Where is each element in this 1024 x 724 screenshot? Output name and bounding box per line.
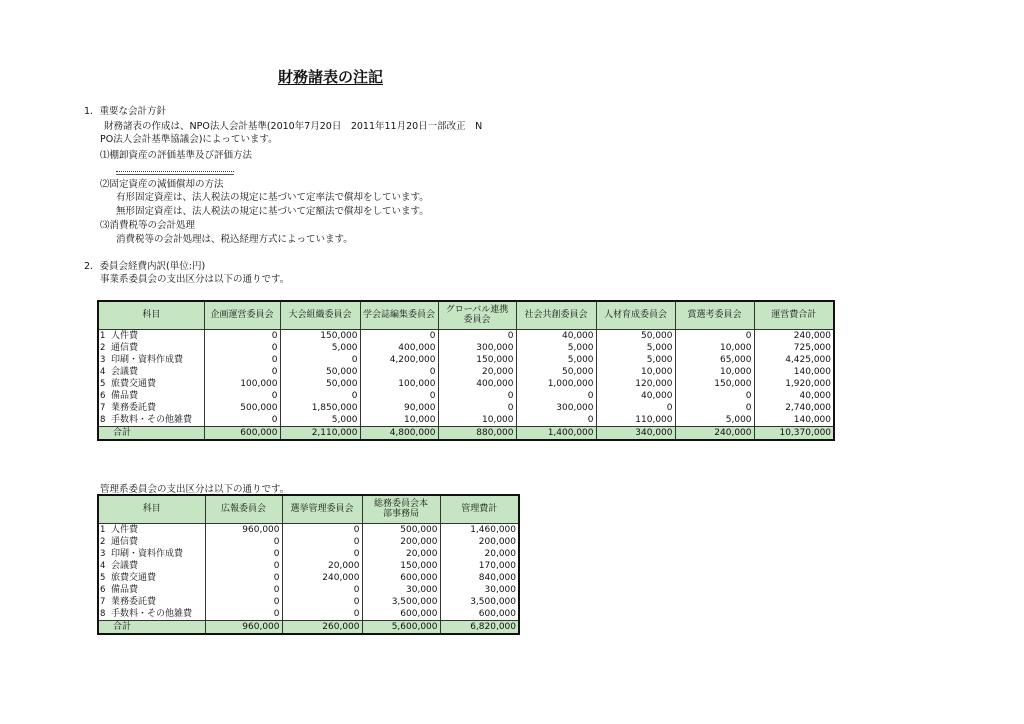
cell-value: 1,460,000 — [440, 523, 519, 536]
header-journal: 学会誌編集委員会 — [360, 301, 438, 329]
cell-value: 0 — [204, 390, 280, 402]
cell-value: 0 — [675, 329, 754, 342]
table-row — [98, 378, 834, 390]
cell-value: 725,000 — [754, 342, 834, 354]
total-value: 6,820,000 — [440, 620, 519, 634]
cell-value: 0 — [438, 402, 516, 414]
cell-value: 65,000 — [675, 354, 754, 366]
row-number: 3 — [98, 548, 109, 560]
row-number: 5 — [98, 572, 109, 584]
header-award: 賞選考委員会 — [675, 301, 754, 329]
cell-value: 10,000 — [675, 366, 754, 378]
total-value: 5,600,000 — [362, 620, 440, 634]
row-number: 5 — [98, 378, 109, 390]
row-label: 手数料・その他雑費 — [109, 608, 205, 621]
cell-value: 0 — [675, 402, 754, 414]
cell-value: 0 — [205, 596, 282, 608]
cell-value: 1,850,000 — [280, 402, 360, 414]
cell-value: 150,000 — [362, 560, 440, 572]
cell-value: 300,000 — [438, 342, 516, 354]
section-2-admin-intro: 管理系委員会の支出区分は以下の通りです。 — [100, 484, 290, 495]
row-label: 人件費 — [109, 523, 205, 536]
cell-value: 10,000 — [360, 414, 438, 427]
section-2-business-intro: 事業系委員会の支出区分は以下の通りです。 — [100, 274, 290, 285]
table-row — [98, 560, 519, 572]
cell-value: 0 — [205, 572, 282, 584]
cell-value: 0 — [282, 548, 362, 560]
total-value: 880,000 — [438, 426, 516, 440]
cell-value: 300,000 — [516, 402, 596, 414]
total-row — [98, 426, 834, 440]
section-1-1-heading: ⑴棚卸資産の評価基準及び評価方法 — [100, 150, 253, 161]
cell-value: 110,000 — [596, 414, 675, 427]
header-subject: 科目 — [98, 495, 205, 523]
cell-value: 0 — [282, 584, 362, 596]
cell-value: 600,000 — [362, 608, 440, 621]
cell-value: 240,000 — [754, 329, 834, 342]
cell-value: 0 — [675, 390, 754, 402]
cell-value: 140,000 — [754, 414, 834, 427]
cell-value: 4,425,000 — [754, 354, 834, 366]
cell-value: 400,000 — [360, 342, 438, 354]
cell-value: 10,000 — [675, 342, 754, 354]
cell-value: 5,000 — [280, 342, 360, 354]
cell-value: 5,000 — [516, 342, 596, 354]
total-label: 合計 — [98, 426, 204, 440]
admin-committee-table — [97, 494, 520, 635]
row-label: 旅費交通費 — [109, 572, 205, 584]
cell-value: 20,000 — [438, 366, 516, 378]
row-label: 人件費 — [109, 329, 204, 342]
row-label: 会議費 — [109, 560, 205, 572]
row-label: 手数料・その他雑費 — [109, 414, 204, 427]
table-row — [98, 329, 834, 342]
row-label: 会議費 — [109, 366, 204, 378]
table-row — [98, 390, 834, 402]
cell-value: 0 — [360, 390, 438, 402]
cell-value: 5,000 — [596, 342, 675, 354]
total-value: 960,000 — [205, 620, 282, 634]
cell-value: 20,000 — [440, 548, 519, 560]
cell-value: 150,000 — [280, 329, 360, 342]
row-label: 業務委託費 — [109, 402, 204, 414]
total-row — [98, 620, 519, 634]
total-value: 4,800,000 — [360, 426, 438, 440]
cell-value: 120,000 — [596, 378, 675, 390]
row-label: 通信費 — [109, 536, 205, 548]
cell-value: 140,000 — [754, 366, 834, 378]
cell-value: 0 — [205, 548, 282, 560]
cell-value: 20,000 — [362, 548, 440, 560]
row-number: 6 — [98, 390, 109, 402]
cell-value: 400,000 — [438, 378, 516, 390]
row-number: 8 — [98, 608, 109, 621]
row-label: 旅費交通費 — [109, 378, 204, 390]
cell-value: 0 — [282, 608, 362, 621]
table-row — [98, 536, 519, 548]
cell-value: 50,000 — [596, 329, 675, 342]
cell-value: 200,000 — [440, 536, 519, 548]
row-number: 2 — [98, 536, 109, 548]
cell-value: 0 — [205, 536, 282, 548]
cell-value: 0 — [516, 390, 596, 402]
section-1-3-heading: ⑶消費税等の会計処理 — [100, 220, 196, 231]
cell-value: 0 — [516, 414, 596, 427]
cell-value: 200,000 — [362, 536, 440, 548]
cell-value: 500,000 — [204, 402, 280, 414]
row-label: 業務委託費 — [109, 596, 205, 608]
cell-value: 840,000 — [440, 572, 519, 584]
header-social: 社会共創委員会 — [516, 301, 596, 329]
table-row — [98, 548, 519, 560]
row-label: 印刷・資料作成費 — [109, 354, 204, 366]
row-label: 通信費 — [109, 342, 204, 354]
total-value: 10,370,000 — [754, 426, 834, 440]
cell-value: 0 — [360, 366, 438, 378]
cell-value: 40,000 — [516, 329, 596, 342]
header-general-affairs — [362, 495, 440, 523]
cell-value: 10,000 — [438, 414, 516, 427]
table-row — [98, 572, 519, 584]
total-label: 合計 — [98, 620, 205, 634]
row-number: 3 — [98, 354, 109, 366]
cell-value: 600,000 — [440, 608, 519, 621]
header-planning: 企画運営委員会 — [204, 301, 280, 329]
cell-value: 150,000 — [438, 354, 516, 366]
cell-value: 10,000 — [596, 366, 675, 378]
row-number: 7 — [98, 596, 109, 608]
cell-value: 5,000 — [596, 354, 675, 366]
cell-value: 0 — [596, 402, 675, 414]
cell-value: 500,000 — [362, 523, 440, 536]
section-1-paragraph-line-2: PO法人会計基準協議会)によっています。 — [100, 134, 278, 145]
cell-value: 0 — [438, 390, 516, 402]
cell-value: 3,500,000 — [440, 596, 519, 608]
cell-value: 0 — [438, 329, 516, 342]
table-row — [98, 366, 834, 378]
page-title: 財務諸表の注記 — [278, 68, 384, 86]
business-committee-table — [97, 300, 835, 441]
row-number: 4 — [98, 560, 109, 572]
table-row — [98, 584, 519, 596]
row-number: 7 — [98, 402, 109, 414]
cell-value: 170,000 — [440, 560, 519, 572]
row-number: 6 — [98, 584, 109, 596]
cell-value: 2,740,000 — [754, 402, 834, 414]
header-global-text: グローバル連携委員会 — [445, 304, 509, 325]
section-1-3-text: 消費税等の会計処理は、税込経理方式によっています。 — [116, 234, 353, 245]
section-1-2-tangible: 有形固定資産は、法人税法の規定に基づいて定率法で償却をしています。 — [116, 192, 429, 203]
row-number: 4 — [98, 366, 109, 378]
cell-value: 50,000 — [280, 378, 360, 390]
cell-value: 1,000,000 — [516, 378, 596, 390]
cell-value: 0 — [205, 584, 282, 596]
total-value: 1,400,000 — [516, 426, 596, 440]
header-global — [438, 301, 516, 329]
row-number: 1 — [98, 523, 109, 536]
table-row — [98, 414, 834, 427]
cell-value: 0 — [282, 523, 362, 536]
cell-value: 5,000 — [280, 414, 360, 427]
section-1-heading: 1．重要な会計方針 — [84, 106, 167, 117]
cell-value: 4,200,000 — [360, 354, 438, 366]
cell-value: 0 — [204, 329, 280, 342]
cell-value: 90,000 — [360, 402, 438, 414]
cell-value: 150,000 — [675, 378, 754, 390]
header-admin-total: 管理費計 — [440, 495, 519, 523]
table-row — [98, 523, 519, 536]
table-row — [98, 608, 519, 621]
row-label: 印刷・資料作成費 — [109, 548, 205, 560]
row-label: 備品費 — [109, 584, 205, 596]
cell-value: 40,000 — [754, 390, 834, 402]
cell-value: 40,000 — [596, 390, 675, 402]
cell-value: 0 — [205, 608, 282, 621]
header-election: 選挙管理委員会 — [282, 495, 362, 523]
section-1-2-heading: ⑵固定資産の減価償却の方法 — [100, 179, 224, 190]
cell-value: 0 — [282, 596, 362, 608]
cell-value: 5,000 — [675, 414, 754, 427]
row-number: 1 — [98, 329, 109, 342]
header-hr: 人材育成委員会 — [596, 301, 675, 329]
struck-out-text — [116, 171, 234, 175]
cell-value: 50,000 — [516, 366, 596, 378]
cell-value: 0 — [282, 536, 362, 548]
header-general-affairs-text: 総務委員会本部事務局 — [374, 498, 429, 519]
cell-value: 50,000 — [280, 366, 360, 378]
header-op-total: 運営費合計 — [754, 301, 834, 329]
row-label: 備品費 — [109, 390, 204, 402]
section-1-paragraph-line-1: 財務諸表の作成は、NPO法人会計基準(2010年7月20日 2011年11月20日一部改正 N — [104, 121, 483, 132]
cell-value: 100,000 — [360, 378, 438, 390]
table-row — [98, 596, 519, 608]
section-1-2-intangible: 無形固定資産は、法人税法の規定に基づいて定額法で償却をしています。 — [116, 206, 429, 217]
table-row — [98, 354, 834, 366]
row-number: 8 — [98, 414, 109, 427]
cell-value: 5,000 — [516, 354, 596, 366]
cell-value: 0 — [360, 329, 438, 342]
cell-value: 3,500,000 — [362, 596, 440, 608]
total-value: 2,110,000 — [280, 426, 360, 440]
cell-value: 0 — [280, 354, 360, 366]
cell-value: 0 — [204, 366, 280, 378]
header-pr: 広報委員会 — [205, 495, 282, 523]
cell-value: 30,000 — [440, 584, 519, 596]
cell-value: 0 — [204, 414, 280, 427]
cell-value: 0 — [204, 342, 280, 354]
cell-value: 0 — [280, 390, 360, 402]
total-value: 340,000 — [596, 426, 675, 440]
total-value: 260,000 — [282, 620, 362, 634]
section-2-heading: 2．委員会経費内訳(単位:円) — [84, 261, 206, 272]
cell-value: 0 — [204, 354, 280, 366]
cell-value: 1,920,000 — [754, 378, 834, 390]
total-value: 240,000 — [675, 426, 754, 440]
total-value: 600,000 — [204, 426, 280, 440]
cell-value: 100,000 — [204, 378, 280, 390]
cell-value: 30,000 — [362, 584, 440, 596]
row-number: 2 — [98, 342, 109, 354]
cell-value: 600,000 — [362, 572, 440, 584]
cell-value: 960,000 — [205, 523, 282, 536]
cell-value: 20,000 — [282, 560, 362, 572]
table-row — [98, 342, 834, 354]
table-row — [98, 402, 834, 414]
cell-value: 0 — [205, 560, 282, 572]
cell-value: 240,000 — [282, 572, 362, 584]
header-subject: 科目 — [98, 301, 204, 329]
header-convention: 大会組織委員会 — [280, 301, 360, 329]
